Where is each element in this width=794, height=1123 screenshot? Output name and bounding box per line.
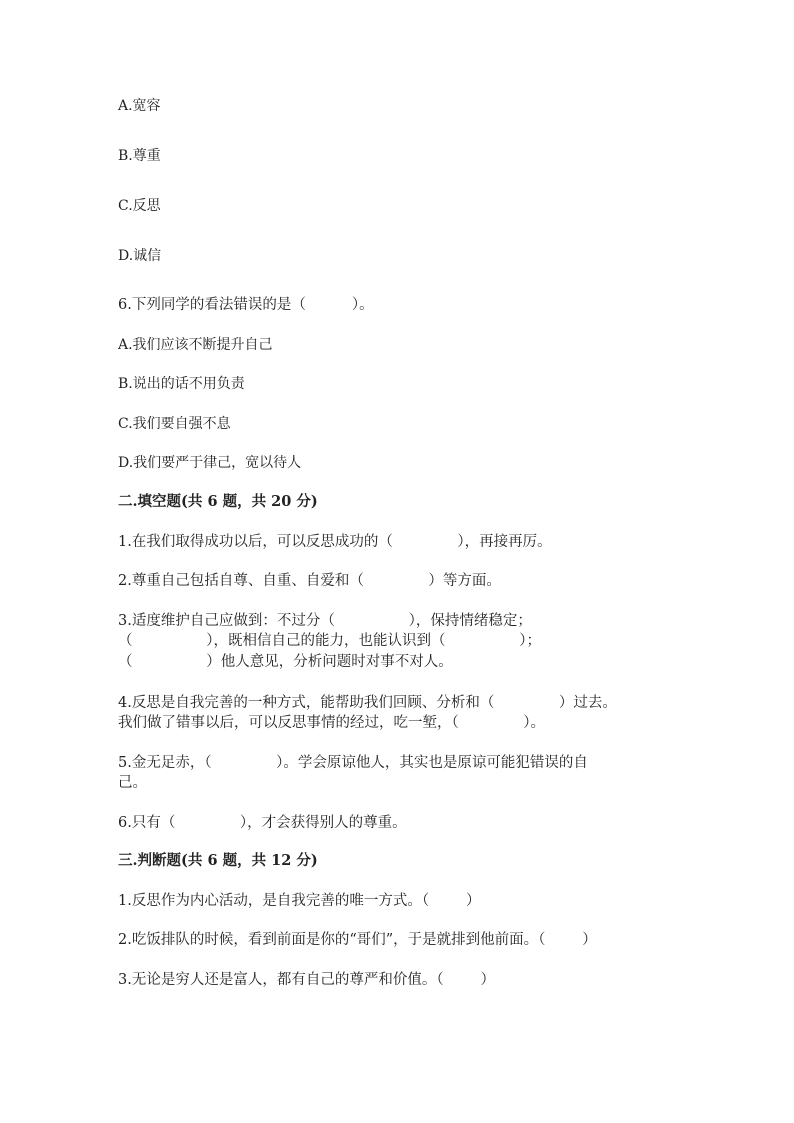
option-a: A.宽容: [118, 98, 161, 114]
fill-question-3-line-3: （ ）他人意见，分析问题时对事不对人。: [118, 654, 453, 670]
section-heading-fill-blank: 二.填空题(共 6 题，共 20 分): [118, 493, 318, 510]
fill-question-4-line-1: 4.反思是自我完善的一种方式，能帮助我们回顾、分析和（ ）过去。: [118, 695, 617, 711]
fill-question-5-line-1: 5.金无足赤，（ ）。学会原谅他人，其实也是原谅可能犯错误的自: [118, 755, 588, 771]
judge-question-3: 3.无论是穷人还是富人，都有自己的尊严和价值。（ ）: [118, 972, 495, 988]
section-heading-judge: 三.判断题(共 6 题，共 12 分): [118, 852, 318, 869]
q6-option-d: D.我们要严于律己，宽以待人: [118, 455, 302, 471]
option-d: D.诚信: [118, 248, 162, 264]
fill-question-5-line-2: 己。: [118, 775, 147, 791]
q6-option-a: A.我们应该不断提升自己: [118, 337, 273, 353]
fill-question-6: 6.只有（ ），才会获得别人的尊重。: [118, 815, 407, 831]
fill-question-2: 2.尊重自己包括自尊、自重、自爱和（ ）等方面。: [118, 573, 501, 589]
question-6-stem: 6.下列同学的看法错误的是（ ）。: [118, 297, 374, 313]
q6-option-c: C.我们要自强不息: [118, 416, 231, 432]
fill-question-3-line-2: （ ），既相信自己的能力，也能认识到（ ）；: [118, 633, 541, 649]
option-c: C.反思: [118, 198, 161, 214]
fill-question-1: 1.在我们取得成功以后，可以反思成功的（ ），再接再厉。: [118, 534, 552, 550]
judge-question-2: 2.吃饭排队的时候，看到前面是你的“哥们”，于是就排到他前面。（ ）: [118, 932, 597, 948]
fill-question-3-line-1: 3.适度维护自己应做到：不过分（ ），保持情绪稳定；: [118, 613, 532, 629]
q6-option-b: B.说出的话不用负责: [118, 376, 245, 392]
option-b: B.尊重: [118, 148, 161, 164]
judge-question-1: 1.反思作为内心活动，是自我完善的唯一方式。（ ）: [118, 893, 481, 909]
fill-question-4-line-2: 我们做了错事以后，可以反思事情的经过，吃一堑，（ ）。: [118, 715, 546, 731]
